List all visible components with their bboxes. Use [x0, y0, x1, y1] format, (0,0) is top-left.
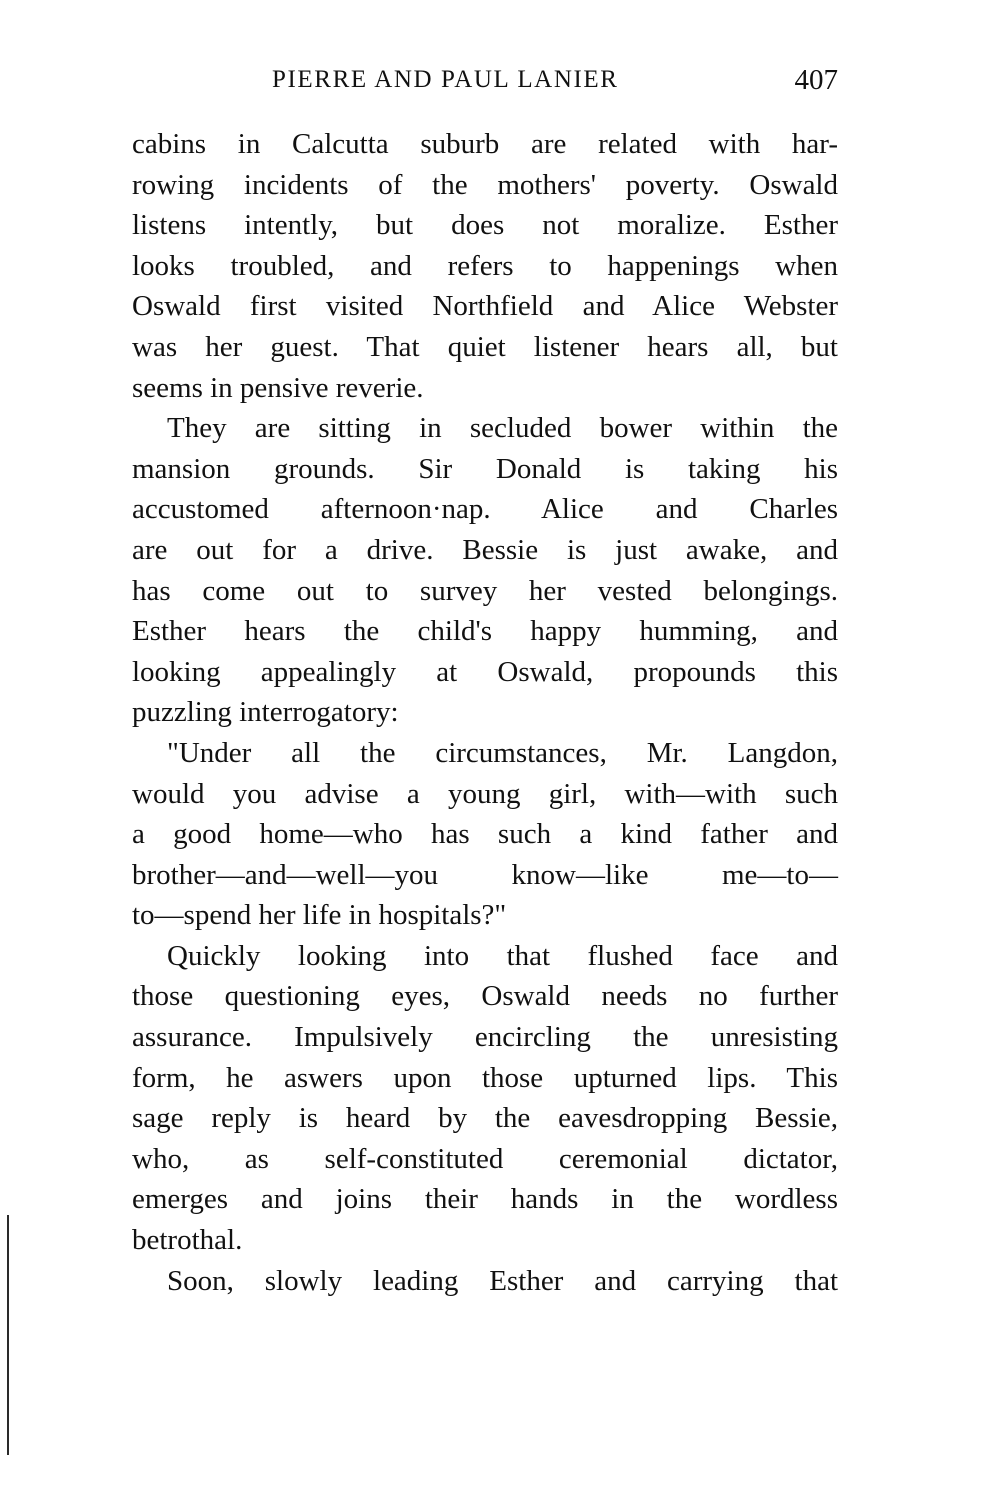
page-number: 407 — [794, 64, 838, 96]
paragraph-4 — [132, 936, 838, 1261]
text-line: Soon, slowly leading Esther and carrying that — [167, 1264, 838, 1297]
text-line: has come out to survey her vested belongings. — [132, 574, 838, 607]
text-line: who, as self-constituted ceremonial dictator, — [132, 1142, 838, 1175]
text-line: accustomed afternoon·nap. Alice and Charles — [132, 493, 838, 526]
paragraph-2 — [132, 408, 838, 733]
running-title: PIERRE AND PAUL LANIER — [272, 66, 619, 93]
text-line: looking appealingly at Oswald, propounds this — [132, 655, 838, 688]
text-line: Quickly looking into that flushed face and — [167, 939, 838, 972]
text-line: seems in pensive reverie. — [132, 371, 424, 404]
running-header — [130, 66, 840, 106]
text-line: mansion grounds. Sir Donald is taking his — [132, 452, 838, 485]
text-line: sage reply is heard by the eavesdropping Bessie, — [132, 1102, 838, 1135]
text-line: was her guest. That quiet listener hears all, but — [132, 330, 838, 363]
text-line: rowing incidents of the mothers' poverty. Oswald — [132, 168, 838, 201]
text-line: form, he aswers upon those upturned lips. This — [132, 1061, 838, 1094]
scan-margin-line — [7, 1215, 9, 1455]
text-line: They are sitting in secluded bower within the — [167, 412, 838, 445]
text-line: to—spend her life in hospitals?" — [132, 899, 507, 932]
text-line: Oswald first visited Northfield and Alice Webster — [132, 290, 838, 323]
body-text — [132, 124, 838, 1301]
text-line: cabins in Calcutta suburb are related with har- — [132, 128, 838, 160]
text-line: puzzling interrogatory: — [132, 696, 399, 729]
text-line: a good home—who has such a kind father and — [132, 818, 838, 851]
text-line: brother—and—well—you know—like me—to— — [132, 858, 838, 891]
text-line: listens intently, but does not moralize. Esther — [132, 209, 838, 242]
text-line: Esther hears the child's happy humming, and — [132, 615, 838, 648]
text-line: would you advise a young girl, with—with such — [132, 777, 838, 810]
text-line: looks troubled, and refers to happenings when — [132, 249, 838, 282]
text-line: "Under all the circumstances, Mr. Langdon, — [167, 736, 838, 769]
text-line: betrothal. — [132, 1224, 243, 1257]
text-line: those questioning eyes, Oswald needs no further — [132, 980, 838, 1013]
paragraph-5 — [132, 1261, 838, 1302]
text-line: assurance. Impulsively encircling the unresisting — [132, 1021, 838, 1054]
paragraph-3 — [132, 733, 838, 936]
text-line: are out for a drive. Bessie is just awake, and — [132, 533, 838, 566]
paragraph-1 — [132, 124, 838, 408]
text-line: emerges and joins their hands in the wordless — [132, 1183, 838, 1216]
